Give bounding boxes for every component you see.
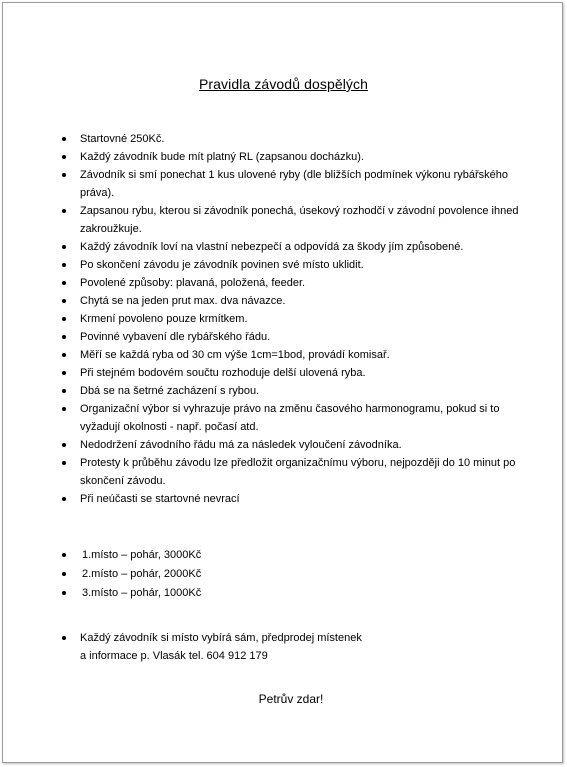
contact-line-1: Každý závodník si místo vybírá sám, předprodej místenek [80, 632, 362, 644]
rule-item: Povinné vybavení dle rybářského řádu. [62, 328, 522, 346]
rule-item: Chytá se na jeden prut max. dva návazce. [62, 292, 522, 310]
prizes-list [62, 546, 522, 603]
rule-item: Startovné 250Kč. [62, 130, 522, 148]
rule-item: Po skončení závodu je závodník povinen své místo uklidit. [62, 256, 522, 274]
rule-item: Při stejném bodovém součtu rozhoduje delší ulovená ryba. [62, 364, 522, 382]
rule-item: Nedodržení závodního řádu má za následek vyloučení závodníka. [62, 436, 522, 454]
contact-info [62, 629, 540, 665]
rule-item: Měří se každá ryba od 30 cm výše 1cm=1bod, provádí komisař. [62, 346, 522, 364]
prize-item: 1.místo – pohár, 3000Kč [62, 546, 522, 565]
rule-item: Povolené způsoby: plavaná, položená, feeder. [62, 274, 522, 292]
contact-line-2: a informace p. Vlasák tel. 604 912 179 [80, 650, 268, 662]
prize-item: 2.místo – pohár, 2000Kč [62, 565, 522, 584]
rules-list [62, 130, 522, 508]
rule-item: Každý závodník loví na vlastní nebezpečí a odpovídá za škody jím způsobené. [62, 238, 522, 256]
prize-item: 3.místo – pohár, 1000Kč [62, 584, 522, 603]
rule-item: Zapsanou rybu, kterou si závodník ponechá, úsekový rozhodčí v závodní povolence ihned zakroužkuje. [62, 202, 522, 238]
document-title: Pravidla závodů dospělých [198, 76, 369, 92]
rule-item: Organizační výbor si vyhrazuje právo na změnu časového harmonogramu, pokud si to vyžadují okolnosti - např. počasí atd. [62, 400, 522, 436]
rule-item: Protesty k průběhu závodu lze předložit organizačnímu výboru, nejpozději do 10 minut po skončení závodu. [62, 454, 522, 490]
rule-item: Krmení povoleno pouze krmítkem. [62, 310, 522, 328]
closing-greeting: Petrův zdar! [258, 692, 324, 706]
rule-item: Při neúčasti se startovné nevrací [62, 490, 522, 508]
rule-item: Dbá se na šetrné zacházení s rybou. [62, 382, 522, 400]
rule-item: Každý závodník bude mít platný RL (zapsanou docházku). [62, 148, 522, 166]
rule-item: Závodník si smí ponechat 1 kus ulovené ryby (dle bližších podmínek výkonu rybářského práva). [62, 166, 522, 202]
